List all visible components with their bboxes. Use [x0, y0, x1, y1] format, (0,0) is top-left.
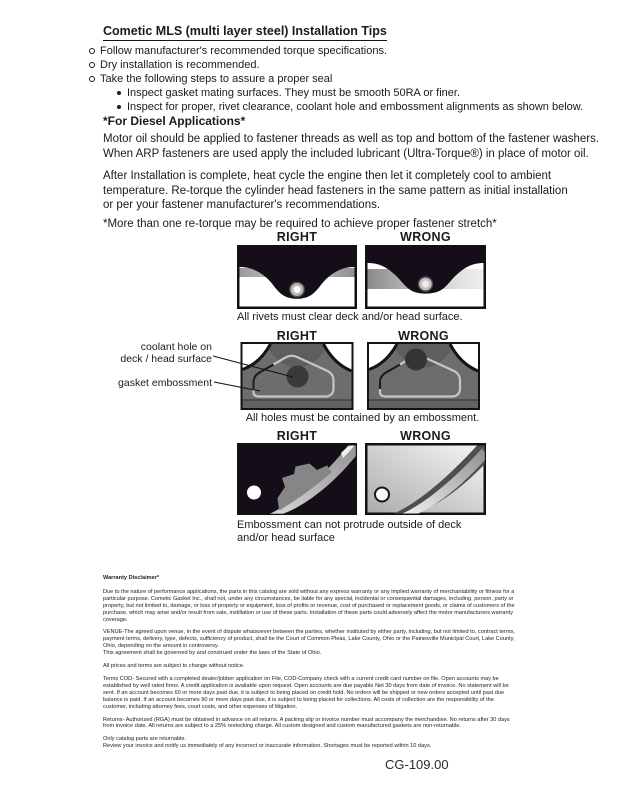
- tip-sub-item: Inspect for proper, rivet clearance, coolant hole and embossment alignments as shown below.: [115, 100, 583, 114]
- disclaimer-paragraph: Terms COD- Secured with a completed dealer/jobber application on File, COD-Company check with a current credit card number on file. Open accounts may be established by well rated firms. A credit application is available upon request. Open accounts are due payable Net 30 days from date of invoice. No statement will be sent. If an account becomes 60 or more days past due, it is subject to being placed on credit hold. No orders will be shipped or new orders accepted until past due balance is paid. If an account becomes 90 or more days past due, it is subject to being placed for collections. All costs of collection are the responsibility of the customer, including attorney fees, court costs, and other expenses of litigation.: [103, 675, 509, 710]
- wrong-label-row2: WRONG: [398, 329, 449, 343]
- diagram-rivet-right: [237, 245, 357, 309]
- warranty-disclaimer: [103, 575, 516, 756]
- disclaimer-paragraph: VENUE-The agreed upon venue, in the event of dispute whatsoever between the parties, whether instituted by either party, including, but not limited to, contract terms, payment terms, delivery, type, defects, sufficiency of product, shall be the Court of Common Pleas, Lake County, Ohio or the Painesville Municipal Court, Lake County, Ohio, depending on the amount in controversy.: [103, 629, 515, 650]
- row3-caption: [237, 519, 461, 545]
- disclaimer-paragraph: Only catalog parts are returnable.: [103, 736, 187, 743]
- paragraph-line: temperature. Re-torque the cylinder head fasteners in the same pattern as initial installation: [103, 184, 568, 197]
- diesel-paragraph-1: [103, 132, 599, 161]
- caption-line: and/or head surface: [237, 532, 335, 544]
- diagram-embossment-wrong: [365, 443, 486, 515]
- paragraph-line: Motor oil should be applied to fastener threads as well as top and bottom of the fastener washers.: [103, 133, 600, 145]
- right-label-row2: RIGHT: [276, 329, 318, 343]
- diagram-embossment-right: [237, 443, 357, 515]
- disclaimer-paragraph: Review your invoice and notify us immediately of any incorrect or inaccurate information. Shortages must be reported within 10 days.: [103, 743, 432, 750]
- right-label-row1: RIGHT: [276, 230, 318, 244]
- gasket-embossment-label: gasket embossment: [118, 377, 212, 389]
- wrong-label-row1: WRONG: [400, 230, 451, 244]
- coolant-hole: [287, 366, 309, 388]
- diagram-coolant-wrong: [367, 342, 480, 410]
- coolant-hole-label: coolant hole on: [140, 341, 212, 353]
- row1-caption: All rivets must clear deck and/or head surface.: [237, 311, 463, 323]
- row2-caption: All holes must be contained by an embossment.: [245, 412, 480, 424]
- page-title: Cometic MLS (multi layer steel) Installation Tips: [103, 24, 387, 41]
- page-number: CG-109.00: [385, 757, 449, 772]
- disclaimer-paragraph: This agreement shall be governed by and construed under the laws of the State of Ohio.: [103, 650, 322, 657]
- paragraph-line: When ARP fasteners are used apply the included lubricant (Ultra-Torque®) in place of motor oil.: [103, 147, 589, 160]
- tip-item: Dry installation is recommended.: [88, 58, 583, 72]
- coolant-hole: [405, 349, 427, 371]
- installation-tips-list: [88, 44, 583, 114]
- disclaimer-paragraph: Due to the nature of performance applications, the parts in this catalog are sold without any express warranty or any implied warranty of merchantability or fitness for a particular purpose. Cometic Gasket Inc., shall not, under any circumstances, be liable for any special, incidental or consequential damages, including, person, party or property, but not limited to, damage, or loss of property or equipment, loss of profits or revenue, cost of purchased or replacement goods, or claims of customers of the purchase, which may arise and/or result from sale, instillation or use of these parts. Installation of these parts could adversely affect the motor manufacturers warranty coverage.: [103, 588, 515, 623]
- rivet-center: [422, 281, 429, 288]
- diagram-annotations: [100, 341, 212, 389]
- diagram-rivet-wrong: [365, 245, 486, 309]
- tip-item: Take the following steps to assure a proper seal: [88, 72, 583, 86]
- tip-item: Follow manufacturer's recommended torque specifications.: [88, 44, 583, 58]
- disclaimer-heading: Warranty Disclaimer*: [103, 575, 160, 581]
- wrong-label-row3: WRONG: [400, 429, 451, 443]
- bolt-hole: [247, 486, 261, 500]
- diesel-paragraph-2: [103, 169, 568, 213]
- diesel-section-heading: *For Diesel Applications*: [103, 114, 246, 128]
- diagram-coolant-right: [237, 342, 357, 410]
- paragraph-line: After Installation is complete, heat cycle the engine then let it completely cool to ambient: [103, 170, 552, 182]
- rivet-center: [293, 286, 300, 293]
- caption-line: Embossment can not protrude outside of deck: [237, 519, 462, 531]
- disclaimer-paragraph: Returns- Authorized (RGA) must be obtained in advance on all returns. A packing slip or invoice number must accompany the merchandise. No returns after 30 days from invoice date. All returns are subject to a 25% restocking charge. All custom designed and custom manufactured gaskets are non-returnable.: [103, 716, 510, 730]
- paragraph-line: or per your fastener manufacturer's recommendations.: [103, 199, 381, 211]
- coolant-hole-label-line2: deck / head surface: [120, 353, 212, 365]
- retorque-note: *More than one re-torque may be required to achieve proper fastener stretch*: [103, 218, 497, 230]
- bolt-hole: [375, 488, 389, 502]
- right-label-row3: RIGHT: [276, 429, 318, 443]
- disclaimer-paragraph: All prices and terms are subject to change without notice.: [103, 663, 245, 670]
- tip-sub-item: Inspect gasket mating surfaces. They must be smooth 50RA or finer.: [115, 86, 583, 100]
